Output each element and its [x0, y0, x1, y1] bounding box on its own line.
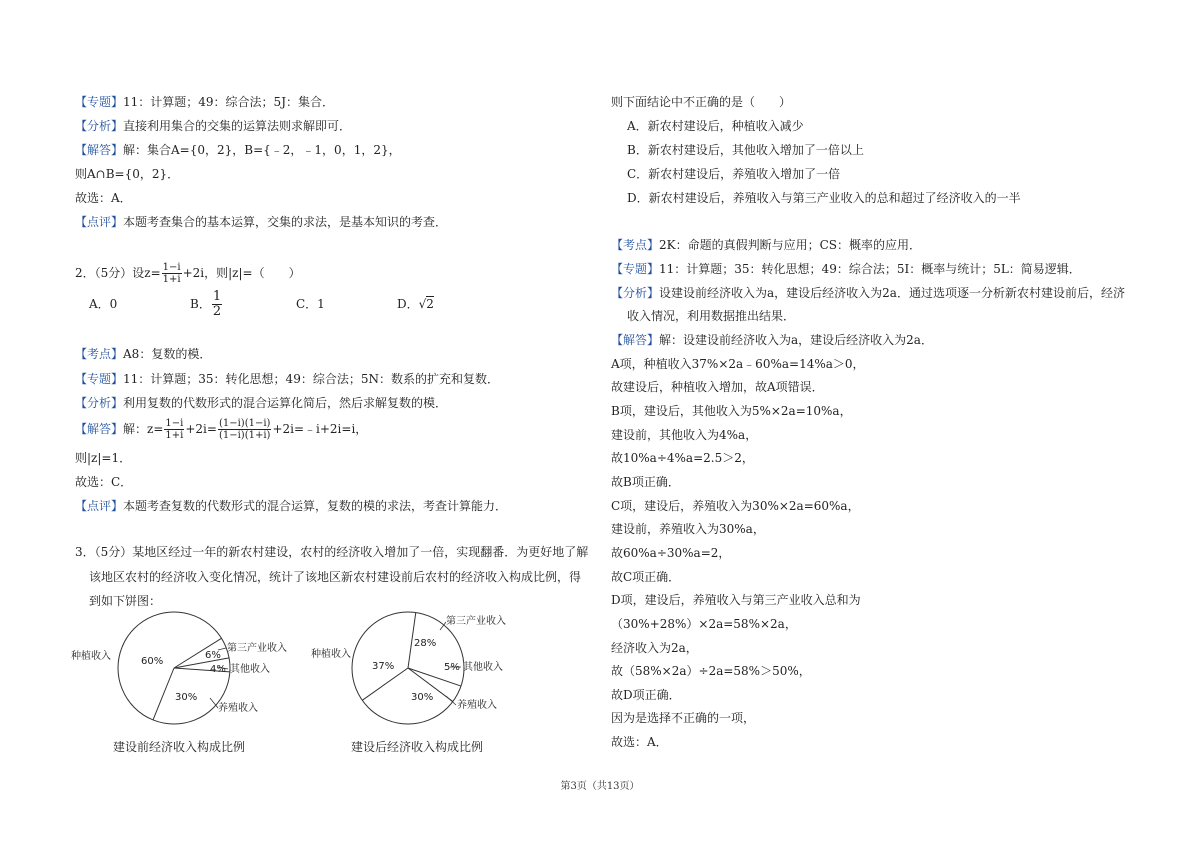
tag-jieda: 【解答】: [611, 333, 660, 347]
q3-solution-line: 故C项正确．: [611, 570, 681, 584]
tag-kaodian: 【考点】: [75, 347, 124, 361]
q3-solution-line: 因为是选择不正确的一项，: [611, 711, 756, 725]
tag-zhuanti: 【专题】: [75, 372, 124, 386]
tag-dianping: 【点评】: [75, 215, 124, 229]
q3-fenxi: 【分析】设建设前经济收入为a，建设后经济收入为2a．通过选项逐一分析新农村建设前后，经济: [611, 286, 1125, 300]
q3-solution-line: 故建设后，种植收入增加，故A项错误．: [611, 380, 824, 394]
pie-chart-after: [310, 608, 550, 726]
q2-fenxi: 【分析】利用复数的代数形式的混合运算化简后，然后求解复数的模．: [75, 396, 448, 410]
q3-jieda: 【解答】解：设建设前经济收入为a，建设后经济收入为2a．: [611, 333, 933, 347]
pie-value-label: 4%: [210, 664, 226, 675]
pie-title-before: 建设前经济收入构成比例: [113, 740, 246, 754]
q3-zhuanti: 【专题】11：计算题；35：转化思想；49：综合法；5I：概率与统计；5L：简易逻辑．: [611, 262, 1081, 276]
tag-kaodian: 【考点】: [611, 238, 660, 252]
pie-label-category: 种植收入: [71, 651, 111, 662]
q3-solution-line: D项，建设后，养殖收入与第三产业收入总和为: [611, 593, 861, 607]
q2-choose: 故选：C．: [75, 475, 133, 489]
tag-fenxi: 【分析】: [75, 119, 124, 133]
tag-fenxi: 【分析】: [611, 286, 660, 300]
fraction: $\frac{(1-i)(1-i)}{(1-i)(1+i)}$: [218, 418, 271, 441]
q2-then: 则|z|=1．: [75, 451, 132, 465]
q3-solution-line: （30%+28%）×2a=58%×2a，: [611, 617, 797, 631]
tag-jieda: 【解答】: [75, 143, 124, 157]
pie-title-after: 建设后经济收入构成比例: [351, 740, 484, 754]
q1-choose: 故选：A．: [75, 191, 132, 205]
pie-value-label: 6%: [205, 650, 221, 661]
q3-solution-line: 故B项正确．: [611, 475, 680, 489]
q3-option-d: D．新农村建设后，养殖收入与第三产业收入的总和超过了经济收入的一半: [627, 191, 1021, 205]
q2-stem: 2．（5分）设z= $\frac{1-i}{1+i}$ +2i，则|z|=（ ）: [75, 262, 301, 285]
pie-label-category: 养殖收入: [457, 700, 497, 711]
q3-option-a: A．新农村建设后，种植收入减少: [627, 119, 804, 133]
tag-dianping: 【点评】: [75, 499, 124, 513]
pie-value-label: 60%: [141, 656, 164, 667]
q2-option-d: D．√2: [397, 297, 434, 311]
q3-solution-line: B项，建设后，其他收入为5%×2a=10%a，: [611, 404, 852, 418]
pie-value-label: 30%: [175, 692, 198, 703]
q3-solution-line: 经济收入为2a，: [611, 641, 698, 655]
q3-solution-line: 故D项正确．: [611, 688, 681, 702]
q3-fenxi-cont: 收入情况，利用数据推出结果．: [627, 309, 796, 323]
tag-zhuanti: 【专题】: [75, 95, 124, 109]
q2-zhuanti: 【专题】11：计算题；35：转化思想；49：综合法；5N：数系的扩充和复数．: [75, 372, 499, 386]
pie-value-label: 37%: [372, 661, 395, 672]
pie-label-category: 养殖收入: [218, 703, 258, 714]
q2-option-c: C．1: [296, 297, 325, 311]
q2-jieda: 【解答】解：z= $\frac{1-i}{1+i}$ +2i= $\frac{(1-i)(1-i)}{(1-i)(1+i)}$ +2i=﹣i+2i=i，: [75, 418, 368, 441]
page-footer: 第3页（共13页）: [560, 781, 640, 792]
q1-zhuanti: 【专题】11：计算题；49：综合法；5J：集合．: [75, 95, 335, 109]
q2-option-b: B． $\frac{1}{2}$: [190, 289, 222, 319]
q3-question: 则下面结论中不正确的是（ ）: [611, 95, 792, 109]
q3-stem-line2: 该地区农村的经济收入变化情况，统计了该地区新农村建设前后农村的经济收入构成比例，得: [89, 570, 582, 584]
q3-stem-line3: 到如下饼图：: [89, 594, 162, 608]
q2-option-a: A．0: [89, 297, 118, 311]
fraction: $\frac{1-i}{1+i}$: [162, 262, 181, 285]
q3-solution-line: A项，种植收入37%×2a﹣60%a=14%a＞0，: [611, 357, 865, 371]
pie-chart-before: [70, 608, 320, 726]
fraction: $\frac{1}{2}$: [212, 289, 222, 319]
q2-kaodian: 【考点】A8：复数的模．: [75, 347, 212, 361]
q3-solution-line: 故选：A．: [611, 735, 668, 749]
q1-jieda: 【解答】解：集合A={0，2}，B={﹣2，﹣1，0，1，2}，: [75, 143, 401, 157]
tag-jieda: 【解答】: [75, 422, 124, 436]
tag-fenxi: 【分析】: [75, 396, 124, 410]
pie-value-label: 30%: [411, 692, 434, 703]
q3-solution-line: 建设前，养殖收入为30%a，: [611, 522, 765, 536]
q3-option-b: B．新农村建设后，其他收入增加了一倍以上: [627, 143, 864, 157]
q1-dianping: 【点评】本题考查集合的基本运算，交集的求法，是基本知识的考查．: [75, 215, 448, 229]
q2-dianping: 【点评】本题考查复数的代数形式的混合运算，复数的模的求法，考查计算能力．: [75, 499, 508, 513]
q3-option-c: C．新农村建设后，养殖收入增加了一倍: [627, 167, 841, 181]
pie-label-category: 种植收入: [311, 649, 351, 660]
q3-solution-line: 故60%a÷30%a=2，: [611, 546, 731, 560]
q3-solution-line: C项，建设后，养殖收入为30%×2a=60%a，: [611, 499, 860, 513]
pie-value-label: 5%: [444, 662, 460, 673]
pie-value-label: 28%: [414, 638, 437, 649]
q3-stem-line1: 3．（5分）某地区经过一年的新农村建设，农村的经济收入增加了一倍，实现翻番．为更好地了解: [75, 545, 589, 559]
q3-solution-line: 故10%a÷4%a=2.5＞2，: [611, 451, 754, 465]
q3-kaodian: 【考点】2K：命题的真假判断与应用；CS：概率的应用．: [611, 238, 922, 252]
pie-label-category: 第三产业收入: [446, 616, 506, 627]
sqrt-icon: √: [418, 297, 427, 311]
tag-zhuanti: 【专题】: [611, 262, 660, 276]
q1-then: 则A∩B={0，2}．: [75, 167, 180, 181]
pie-label-category: 其他收入: [230, 664, 270, 675]
q3-solution-line: 故（58%×2a）÷2a=58%＞50%，: [611, 664, 811, 678]
q3-solution-line: 建设前，其他收入为4%a，: [611, 428, 758, 442]
q1-fenxi: 【分析】直接利用集合的交集的运算法则求解即可．: [75, 119, 352, 133]
pie-label-category: 其他收入: [463, 662, 503, 673]
pie-label-category: 第三产业收入: [227, 643, 287, 654]
fraction: $\frac{1-i}{1+i}$: [165, 418, 184, 441]
